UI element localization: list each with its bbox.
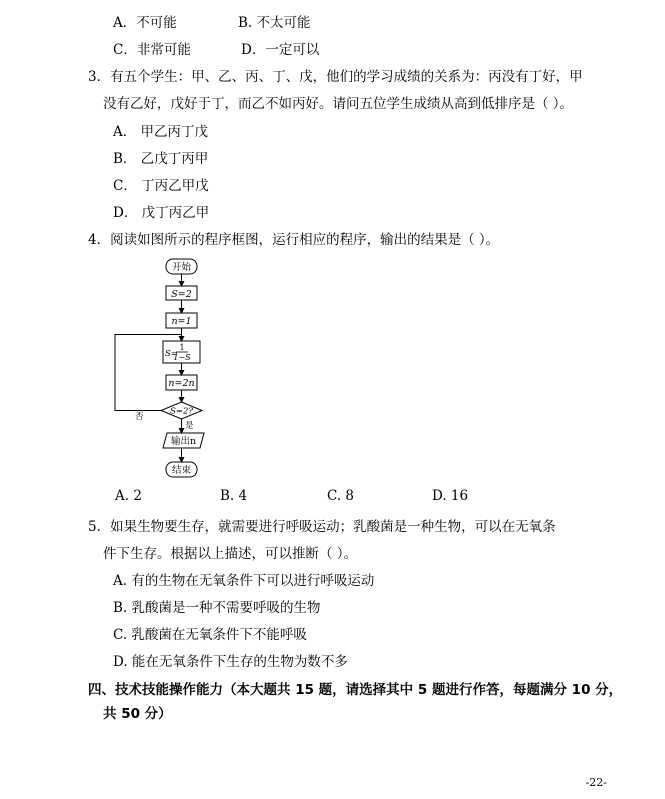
flow-s-init-label: S=2 bbox=[171, 289, 192, 300]
flow-s-update-den: 1−S bbox=[173, 353, 191, 362]
q4-option-d: D. 16 bbox=[432, 488, 469, 504]
q4-option-b: B. 4 bbox=[220, 488, 248, 504]
q2-option-d: D．一定可以 bbox=[241, 42, 320, 58]
flow-no-label: 否 bbox=[135, 412, 144, 422]
q3-option-c: C． 丁丙乙甲戊 bbox=[113, 178, 209, 194]
section-4-heading-line1: 四、技术技能操作能力（本大题共 15 题，请选择其中 5 题进行作答，每题满分 10 分， bbox=[88, 682, 623, 698]
q4-option-a: A. 2 bbox=[115, 488, 142, 504]
flow-yes-label: 是 bbox=[185, 421, 194, 431]
q4-option-c: C. 8 bbox=[327, 488, 355, 504]
q5-option-b: B. 乳酸菌是一种不需要呼吸的生物 bbox=[113, 600, 321, 616]
q3-text-line2: 没有乙好，戊好于丁，而乙不如丙好。请问五位学生成绩从高到低排序是（ ）。 bbox=[103, 96, 574, 112]
q3-option-b: B． 乙戊丁丙甲 bbox=[113, 151, 209, 167]
section-4-heading-line2: 共 50 分） bbox=[103, 706, 172, 722]
q2-option-b: B. 不太可能 bbox=[238, 15, 311, 31]
q3-option-d: D． 戊丁丙乙甲 bbox=[113, 205, 210, 221]
flow-condition-label: S=2? bbox=[170, 406, 193, 417]
q5-option-a: A. 有的生物在无氧条件下可以进行呼吸运动 bbox=[113, 573, 375, 589]
q5-option-d: D. 能在无氧条件下生存的生物为数不多 bbox=[113, 654, 348, 670]
flow-s-update-left: S= bbox=[165, 349, 178, 359]
page-number: -22- bbox=[585, 776, 607, 789]
q2-option-a: A．不可能 bbox=[113, 15, 177, 31]
flow-n-update-label: n=2n bbox=[168, 378, 195, 389]
q5-option-c: C. 乳酸菌在无氧条件下不能呼吸 bbox=[113, 627, 307, 643]
q2-option-c: C．非常可能 bbox=[113, 42, 191, 58]
flow-end-label: 结束 bbox=[171, 465, 192, 476]
q5-text-line2: 件下生存。根据以上描述，可以推断（ ）。 bbox=[103, 546, 358, 562]
q5-text-line1: 5．如果生物要生存，就需要进行呼吸运动；乳酸菌是一种生物，可以在无氧条 bbox=[88, 519, 556, 535]
q3-text-line1: 3．有五个学生：甲、乙、丙、丁、戊，他们的学习成绩的关系为：丙没有丁好，甲 bbox=[88, 69, 583, 85]
q4-text-line1: 4．阅读如图所示的程序框图，运行相应的程序，输出的结果是（ ）。 bbox=[88, 232, 500, 248]
flow-s-update-num: 1 bbox=[179, 343, 185, 352]
flow-start-label: 开始 bbox=[171, 262, 192, 273]
flow-output-label: 输出n bbox=[170, 436, 197, 447]
q3-option-a: A． 甲乙丙丁戊 bbox=[113, 124, 209, 140]
flow-n-init-label: n=1 bbox=[171, 316, 192, 327]
